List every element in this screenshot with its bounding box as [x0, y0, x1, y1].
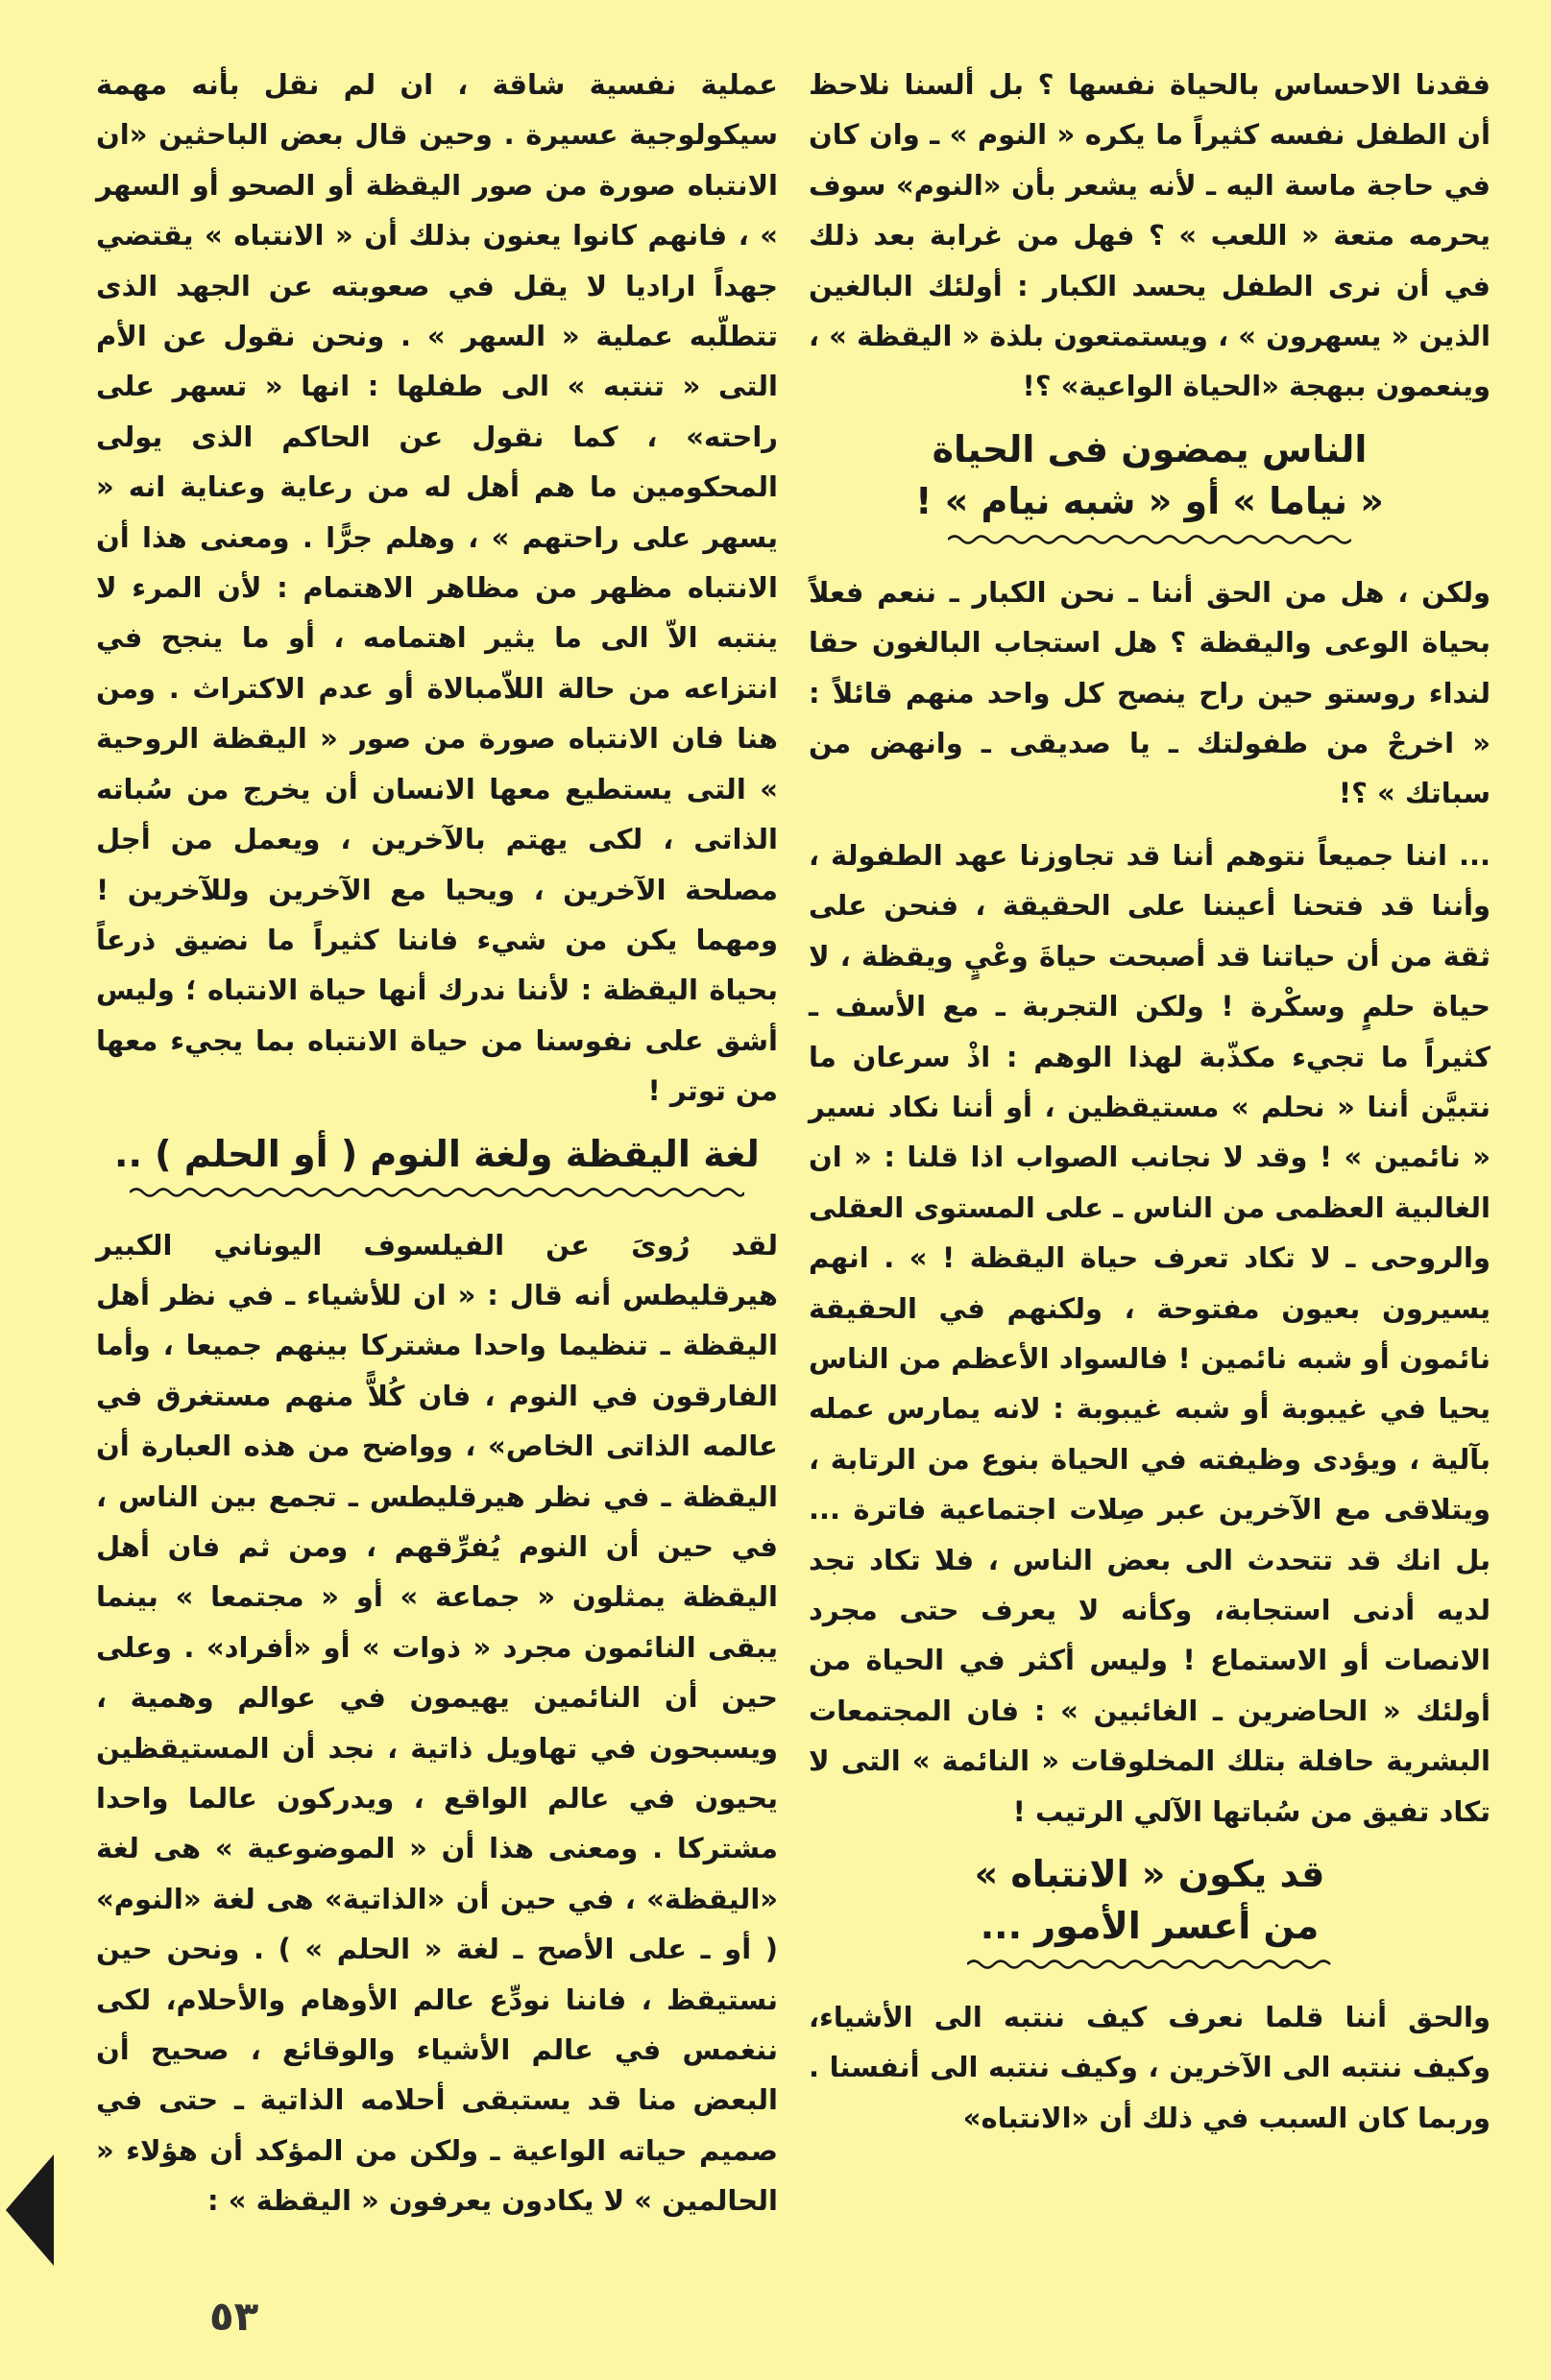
- left-column: [96, 60, 778, 2238]
- right-column: [809, 60, 1490, 2154]
- section-heading-attention: [809, 1848, 1490, 1971]
- wavy-underline: [130, 1186, 744, 1199]
- section-paragraph: ولكن ، هل من الحق أننا ـ نحن الكبار ـ ننعم فعلاً بحياة الوعى واليقظة ؟ هل استجاب البالغون حقا لنداء روستو حين راح ينصح كل واحد منهم قائلاً : « اخرجْ من طفولتك ـ يا صديقى ـ وانهض من سباتك » ؟!: [809, 575, 1490, 810]
- continued-paragraph: عملية نفسية شاقة ، ان لم نقل بأنه مهمة سيكولوجية عسيرة . وحين قال بعض الباحثين «ان الانتباه صورة من صور اليقظة أو الصحو أو السهر » ، فانهم كانوا يعنون بذلك أن « الانتباه » يقتضي جهداً اراديا لا يقل في صعوبته عن الجهد الذى تتطلّبه عملية « السهر » . ونحن نقول عن الأم التى « تنتبه » الى طفلها : انها « تسهر على راحته» ، كما نقول عن الحاكم الذى يولى المحكومين ما هم أهل له من رعاية وعناية انه « يسهر على راحتهم » ، وهلم جرًّا . ومعنى هذا أن الانتباه مظهر من مظاهر الاهتمام : لأن المرء لا ينتبه الاّ الى ما يثير اهتمامه ، أو ما ينجح في انتزاعه من حالة اللاّمبالاة أو عدم الاكتراث . ومن هنا فان الانتباه صورة من صور « اليقظة الروحية » التى يستطيع معها الانسان أن يخرج من سُباته الذاتى ، لكى يهتم بالآخرين ، ويعمل من أجل مصلحة الآخرين ، ويحيا مع الآخرين وللآخرين ! ومهما يكن من شيء فاننا كثيراً ما نضيق ذرعاً بحياة اليقظة : لأننا ندرك أنها حياة الانتباه ؛ وليس أشق على نفوسنا من حياة الانتباه بما يجيء معها من توتر !: [96, 68, 778, 1108]
- page-turn-arrow-icon: [6, 2154, 54, 2266]
- wavy-underline: [967, 1958, 1332, 1971]
- page-number: ٥٣: [209, 2293, 259, 2340]
- heading-line: لغة اليقظة ولغة النوم ( أو الحلم ) ..: [114, 1132, 760, 1175]
- wavy-underline: [948, 533, 1351, 546]
- heading-line: « نياما » أو « شبه نيام » !: [915, 479, 1384, 522]
- heading-line: من أعسر الأمور ...: [980, 1905, 1320, 1947]
- heading-line: قد يكون « الانتباه »: [974, 1853, 1325, 1895]
- intro-paragraph: فقدنا الاحساس بالحياة نفسها ؟ بل ألسنا نلاحظ أن الطفل نفسه كثيراً ما يكره « النوم » ـ وان كان في حاجة ماسة اليه ـ لأنه يشعر بأن «النوم» سوف يحرمه متعة « اللعب » ؟ فهل من غرابة بعد ذلك في أن نرى الطفل يحسد الكبار : أولئك البالغين الذين « يسهرون » ، ويستمتعون بلذة « اليقظة » ، وينعمون ببهجة «الحياة الواعية» ؟!: [809, 68, 1490, 403]
- section-paragraph: والحق أننا قلما نعرف كيف ننتبه الى الأشياء، وكيف ننتبه الى الآخرين ، وكيف ننتبه الى أنفسنا . وربما كان السبب في ذلك أن «الانتباه»: [809, 2001, 1490, 2134]
- section-paragraph: ... اننا جميعاً نتوهم أننا قد تجاوزنا عهد الطفولة ، وأننا قد فتحنا أعيننا على الحقيقة ، فنحن على ثقة من أن حياتنا قد أصبحت حياةَ وعْيٍ ويقظة ، لا حياة حلمٍ وسكْرة ! ولكن التجربة ـ مع الأسف ـ كثيراً ما تجيء مكذّبة لهذا الوهم : اذْ سرعان ما نتبيَّن أننا « نحلم » مستيقظين ، أو أننا نكاد نسير « نائمين » ! وقد لا نجانب الصواب اذا قلنا : « ان الغالبية العظمى من الناس ـ على المستوى العقلى والروحى ـ لا تكاد تعرف حياة اليقظة ! » . انهم يسيرون بعيون مفتوحة ، ولكنهم في الحقيقة نائمون أو شبه نائمين ! فالسواد الأعظم من الناس يحيا في غيبوبة أو شبه غيبوبة : لانه يمارس عمله بآلية ، ويؤدى وظيفته في الحياة بنوع من الرتابة ، ويتلاقى مع الآخرين عبر صِلات اجتماعية فاترة ... بل انك قد تتحدث الى بعض الناس ، فلا تكاد تجد لديه أدنى استجابة، وكأنه لا يعرف حتى مجرد الانصات أو الاستماع ! وليس أكثر في الحياة من أولئك « الحاضرين ـ الغائبين » : فان المجتمعات البشرية حافلة بتلك المخلوقات « النائمة » التى لا تكاد تفيق من سُباتها الآلي الرتيب !: [809, 838, 1490, 1828]
- heading-line: الناس يمضون فى الحياة: [932, 427, 1368, 470]
- section-heading-language-of-wakefulness: [96, 1128, 778, 1199]
- section-heading-people-sleepwalking: [809, 423, 1490, 546]
- section-paragraph: لقد رُوىَ عن الفيلسوف اليوناني الكبير هيرقليطس أنه قال : « ان للأشياء ـ في نظر أهل اليقظة ـ تنظيما واحدا مشتركا بينهم جميعا ، وأما الفارقون في النوم ، فان كُلاًّ منهم مستغرق في عالمه الذاتى الخاص» ، وواضح من هذه العبارة أن اليقظة ـ في نظر هيرقليطس ـ تجمع بين الناس ، في حين أن النوم يُفرِّقهم ، ومن ثم فان أهل اليقظة يمثلون « جماعة » أو « مجتمعا » بينما يبقى النائمون مجرد « ذوات » أو «أفراد» . وعلى حين أن النائمين يهيمون في عوالم وهمية ، ويسبحون في تهاويل ذاتية ، نجد أن المستيقظين يحيون في عالم الواقع ، ويدركون عالما واحدا مشتركا . ومعنى هذا أن « الموضوعية » هى لغة «اليقظة» ، في حين أن «الذاتية» هى لغة «النوم» ( أو ـ على الأصح ـ لغة « الحلم » ) . ونحن حين نستيقظ ، فاننا نودِّع عالم الأوهام والأحلام، لكى ننغمس في عالم الأشياء والوقائع ، صحيح أن البعض منا قد يستبقى أحلامه الذاتية ـ حتى في صميم حياته الواعية ـ ولكن من المؤكد أن هؤلاء « الحالمين » لا يكادون يعرفون « اليقظة » :: [96, 1228, 778, 2218]
